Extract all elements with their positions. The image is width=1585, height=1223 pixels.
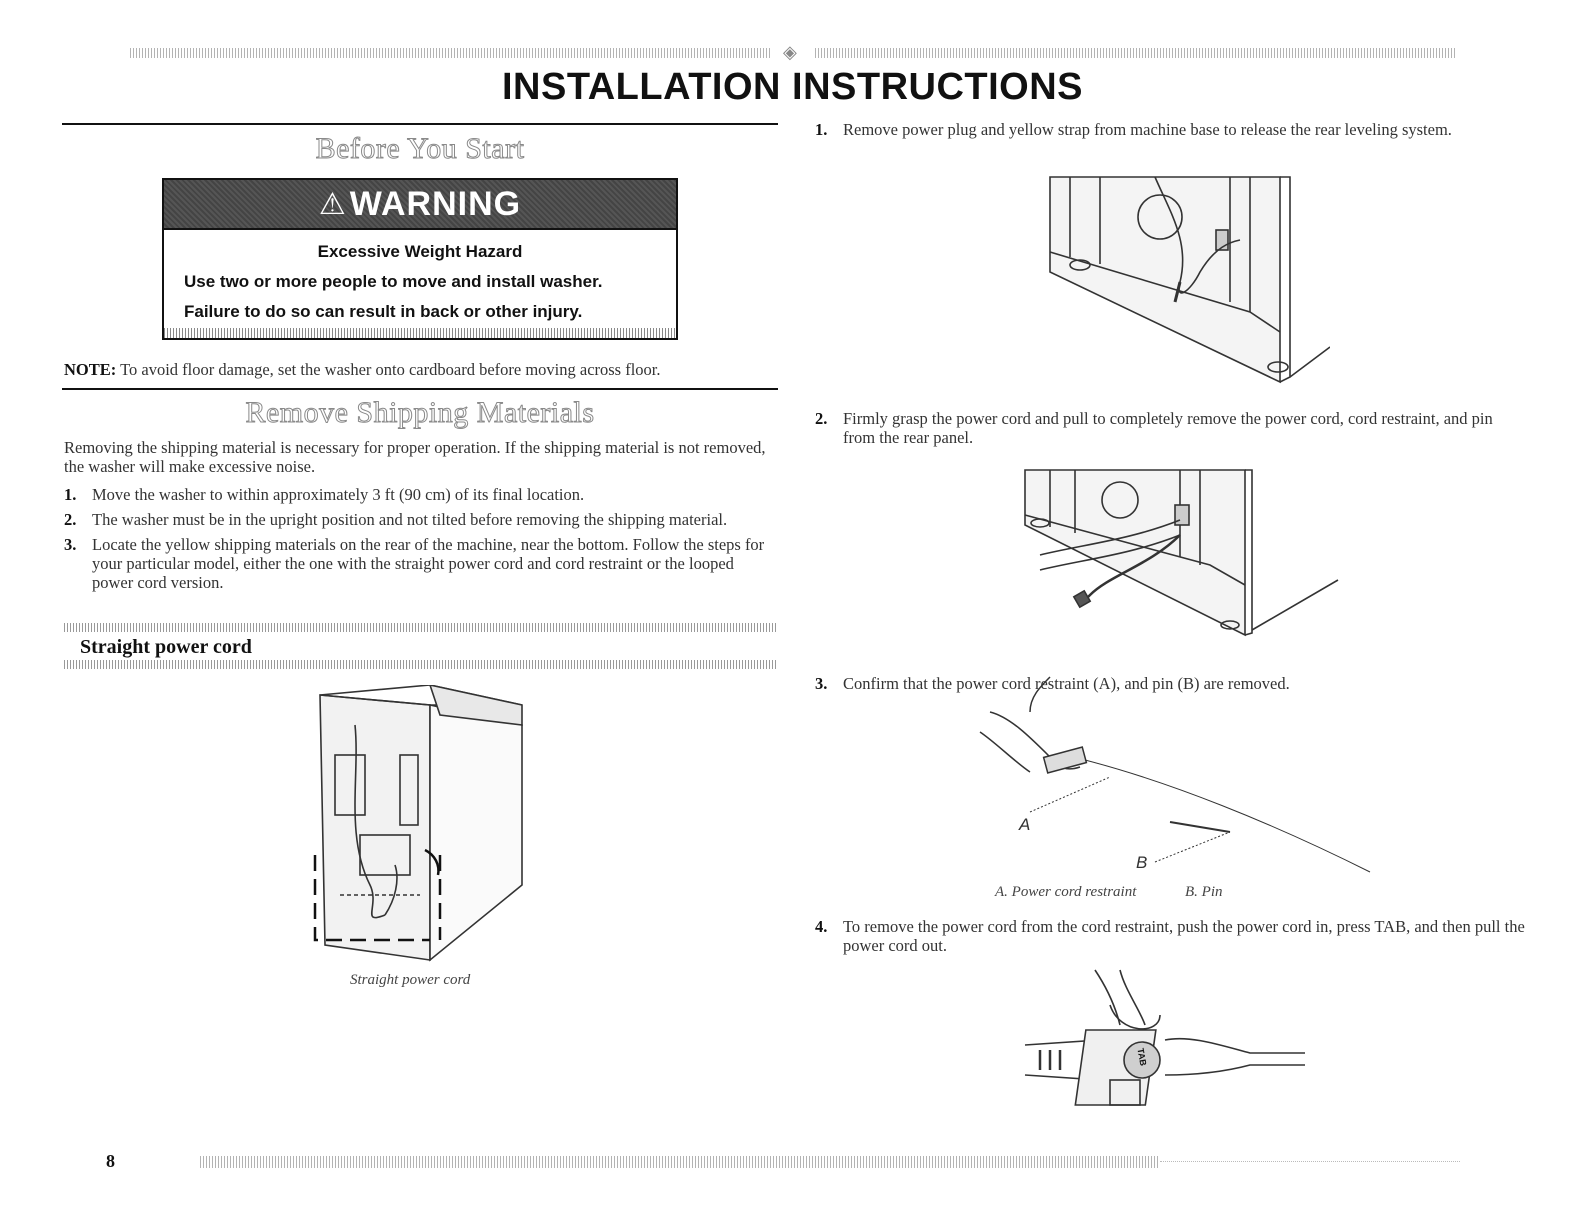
warning-line-2: Failure to do so can result in back or other injury. <box>184 302 583 321</box>
figure-caption-straight-cord: Straight power cord <box>350 972 471 988</box>
diamond-ornament-icon: ◈ <box>783 42 797 63</box>
list-item: 3. Locate the yellow shipping materials on the rear of the machine, near the bottom. Follow the steps for your particular model, either the one with the straight power cord and cord restraint or the looped power cord version. <box>64 535 765 592</box>
list-item: 2. The washer must be in the upright position and not tilted before removing the shipping material. <box>64 510 728 529</box>
figure-label-a: A <box>1019 815 1031 834</box>
restraint-and-pin-figure <box>970 672 1390 887</box>
list-item: 1. Remove power plug and yellow strap from machine base to release the rear leveling system. <box>815 120 1452 139</box>
press-tab-figure <box>1020 965 1310 1115</box>
subsection-band-top <box>64 623 776 632</box>
right-step-2 <box>815 409 1525 453</box>
note-paragraph <box>64 360 784 379</box>
rear-leveling-figure <box>1040 172 1330 387</box>
warning-body <box>164 242 676 322</box>
subsection-title: Straight power cord <box>80 636 252 658</box>
figure-label-b: B <box>1136 853 1148 872</box>
section-title-before-you-start: Before You Start <box>315 132 525 165</box>
list-item: 1. Move the washer to within approximately 3 ft (90 cm) of its final location. <box>64 485 585 504</box>
section-title-remove-shipping: Remove Shipping Materials <box>245 396 595 429</box>
figure-caption-a: A. Power cord restraint <box>995 884 1137 900</box>
list-item: 4. To remove the power cord from the cord restraint, push the power cord in, press TAB, and then pull the power cord out. <box>815 917 1525 955</box>
top-decorative-band-right <box>815 48 1455 58</box>
note-text: To avoid floor damage, set the washer onto cardboard before moving across floor. <box>120 360 661 379</box>
list-item: 3. Confirm that the power cord restraint (A), and pin (B) are removed. <box>815 674 1290 693</box>
warning-box <box>162 178 678 340</box>
footer-dotted-line <box>1160 1161 1460 1162</box>
warning-hazard: Excessive Weight Hazard <box>317 242 523 261</box>
shipping-intro: Removing the shipping material is necessary for proper operation. If the shipping material is not removed, the washer will make excessive noise. <box>64 438 766 476</box>
warning-bottom-band <box>164 328 676 338</box>
page-title: INSTALLATION INSTRUCTIONS <box>501 66 1084 108</box>
warning-triangle-icon: ⚠ <box>318 186 346 222</box>
note-label: NOTE: <box>64 360 117 379</box>
tab-label: TAB <box>1135 1047 1149 1067</box>
warning-header <box>164 180 676 230</box>
page-number: 8 <box>106 1151 115 1171</box>
warning-label: WARNING <box>349 184 522 223</box>
list-item: 2. Firmly grasp the power cord and pull to completely remove the power cord, cord restraint, and pin from the rear panel. <box>815 409 1493 447</box>
right-step-4 <box>815 917 1525 961</box>
left-steps-list <box>64 485 776 598</box>
warning-line-1: Use two or more people to move and install washer. <box>184 272 603 291</box>
section-rule-middle <box>62 388 778 390</box>
footer-decorative-band <box>200 1156 1160 1168</box>
subsection-band-bottom <box>64 660 776 669</box>
top-decorative-band-left <box>130 48 770 58</box>
section-rule-top <box>62 123 778 125</box>
right-step-1 <box>815 120 1525 145</box>
pull-power-cord-figure <box>1020 465 1340 640</box>
washer-straight-cord-figure <box>300 685 540 965</box>
figure-caption-b: B. Pin <box>1185 884 1223 900</box>
